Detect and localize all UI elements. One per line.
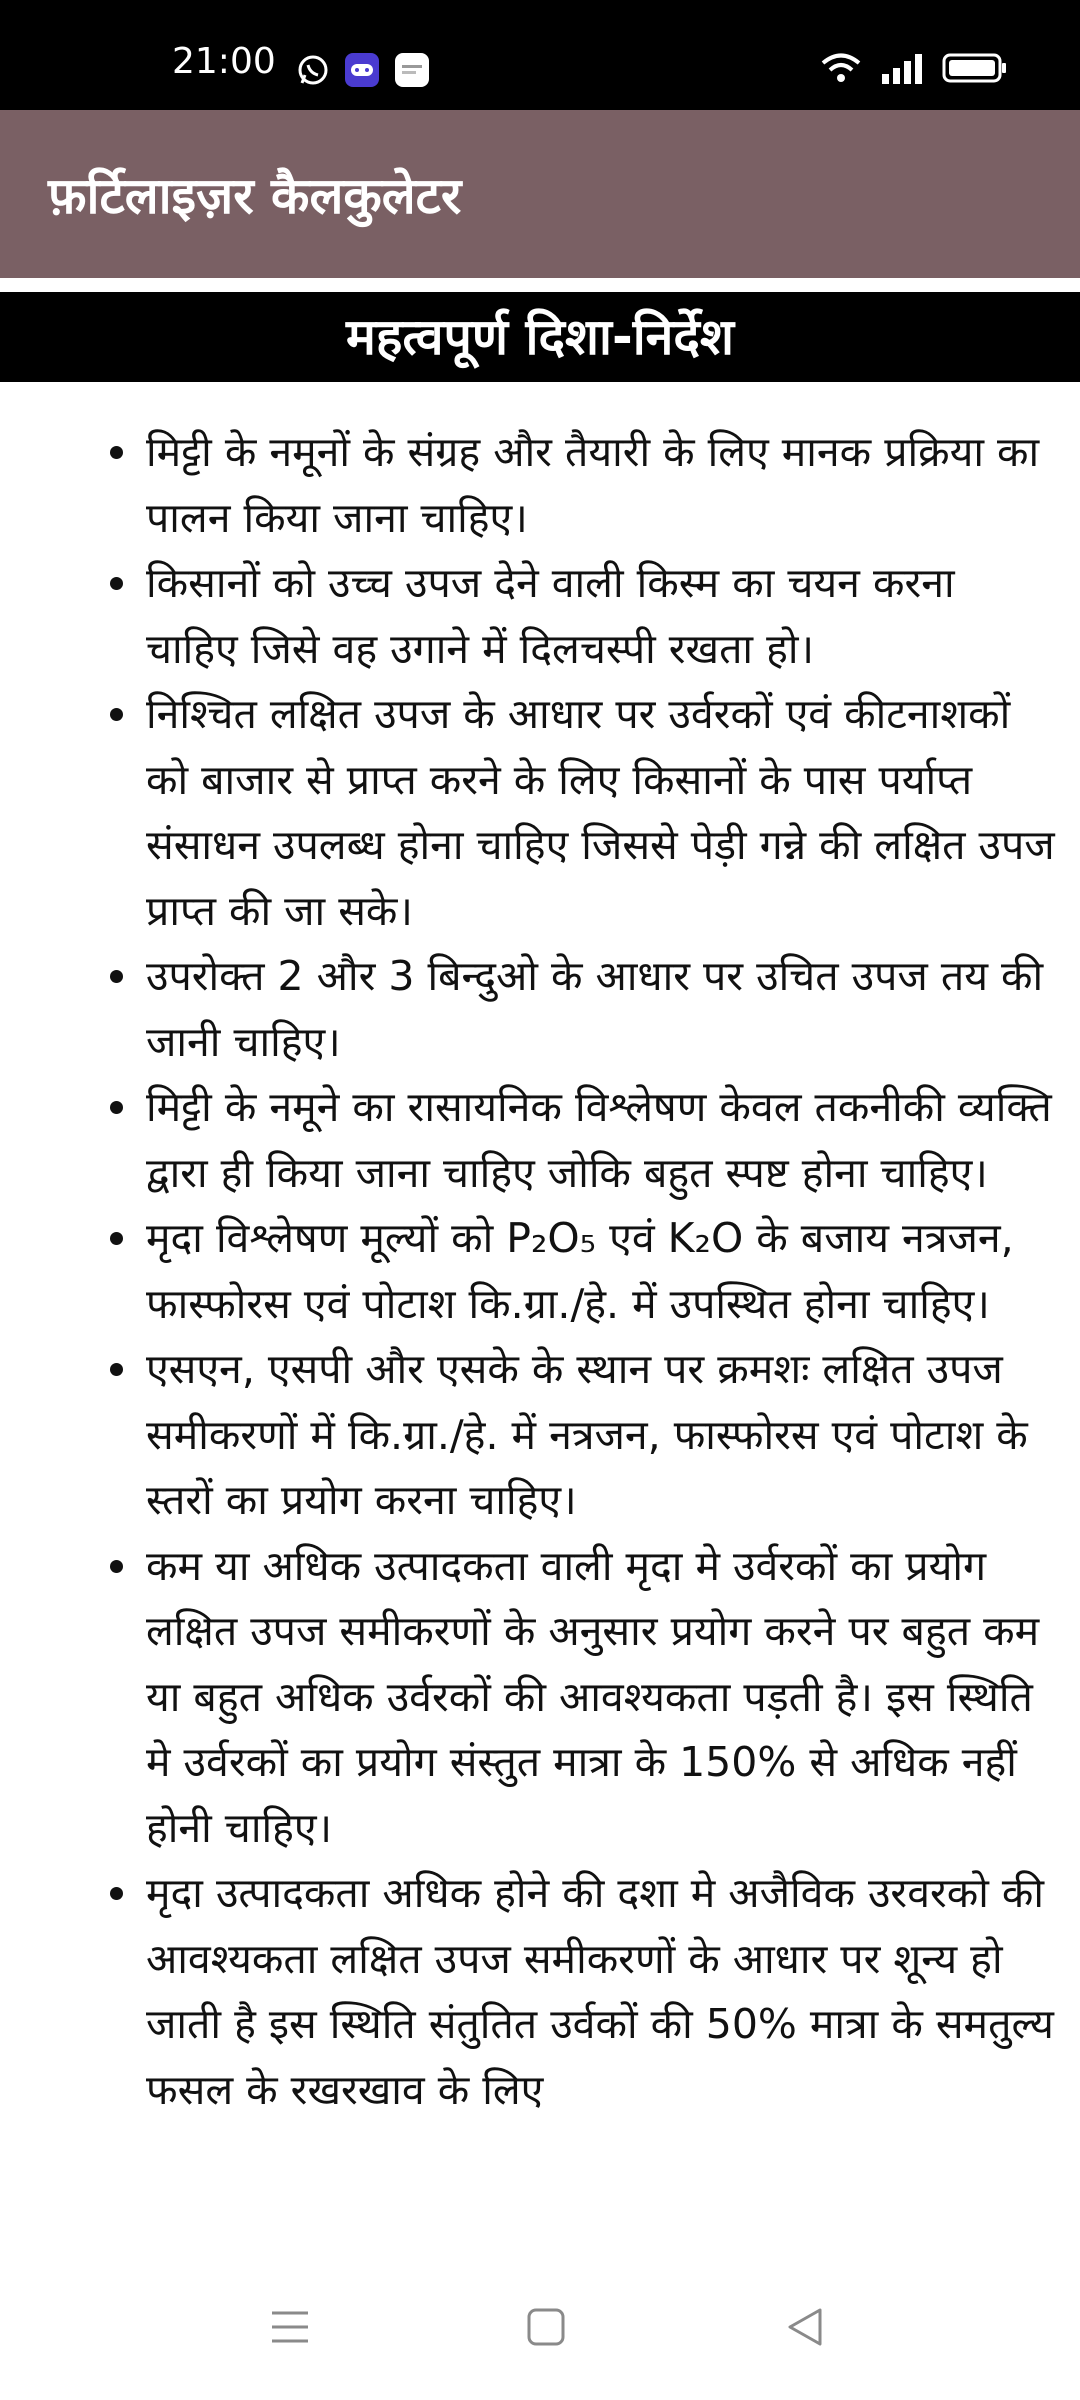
status-time: 21:00: [172, 41, 276, 82]
app-bar: [0, 110, 1080, 278]
guideline-item: मृदा विश्लेषण मूल्यों को P₂O₅ एवं K₂O के बजाय नत्रजन, फास्फोरस एवं पोटाश कि.ग्रा./हे. में उपस्थित होना चाहिए।: [146, 1206, 1056, 1337]
navigation-bar: [0, 2265, 1080, 2400]
system-icons: [820, 52, 1008, 88]
news-app-icon: [394, 52, 430, 92]
section-header: [0, 292, 1080, 382]
menu-icon[interactable]: [268, 2305, 312, 2353]
section-title: महत्वपूर्ण दिशा-निर्देश: [346, 308, 734, 366]
guideline-item: मिट्टी के नमूनों के संग्रह और तैयारी के लिए मानक प्रक्रिया का पालन किया जाना चाहिए।: [146, 420, 1056, 551]
guidelines-list: [0, 420, 1080, 2123]
guideline-item: कम या अधिक उत्पादकता वाली मृदा मे उर्वरकों का प्रयोग लक्षित उपज समीकरणों के अनुसार प्रयोग करने पर बहुत कम या बहुत अधिक उर्वरकों की आवश्यकता पड़ती है। इस स्थिति मे उर्वरकों का प्रयोग संस्तुत मात्रा के 150% से अधिक नहीं होनी चाहिए।: [146, 1534, 1056, 1862]
signal-icon: [880, 52, 924, 88]
guideline-item: एसएन, एसपी और एसके के स्थान पर क्रमशः लक्षित उपज समीकरणों में कि.ग्रा./हे. में नत्रजन, फास्फोरस एवं पोटाश के स्तरों का प्रयोग करना चाहिए।: [146, 1337, 1056, 1534]
guideline-item: मृदा उत्पादकता अधिक होने की दशा मे अजैविक उरवरको की आवश्यकता लक्षित उपज समीकरणों के आधार पर शून्य हो जाती है इस स्थिति संतुतित उर्वकों की 50% मात्रा के समतुल्य फसल के रखरखाव के लिए: [146, 1861, 1056, 2123]
game-icon: [344, 52, 380, 92]
guidelines-content[interactable]: [0, 420, 1080, 2265]
whatsapp-icon: [296, 53, 330, 91]
wifi-icon: [820, 52, 862, 88]
guideline-item: मिट्टी के नमूने का रासायनिक विश्लेषण केवल तकनीकी व्यक्ति द्वारा ही किया जाना चाहिए जोकि बहुत स्पष्ट होना चाहिए।: [146, 1075, 1056, 1206]
battery-icon: [942, 52, 1008, 88]
guideline-item: निश्चित लक्षित उपज के आधार पर उर्वरकों एवं कीटनाशकों को बाजार से प्राप्त करने के लिए किसानों के पास पर्याप्त संसाधन उपलब्ध होना चाहिए जिससे पेड़ी गन्ने की लक्षित उपज प्राप्त की जा सके।: [146, 682, 1056, 944]
status-bar: [0, 0, 1080, 110]
home-icon[interactable]: [524, 2305, 568, 2353]
notification-icons: [296, 52, 430, 92]
app-title: फ़र्टिलाइज़र कैलकुलेटर: [48, 167, 462, 225]
back-icon[interactable]: [782, 2305, 826, 2353]
guideline-item: उपरोक्त 2 और 3 बिन्दुओ के आधार पर उचित उपज तय की जानी चाहिए।: [146, 944, 1056, 1075]
guideline-item: किसानों को उच्च उपज देने वाली किस्म का चयन करना चाहिए जिसे वह उगाने में दिलचस्पी रखता हो।: [146, 551, 1056, 682]
